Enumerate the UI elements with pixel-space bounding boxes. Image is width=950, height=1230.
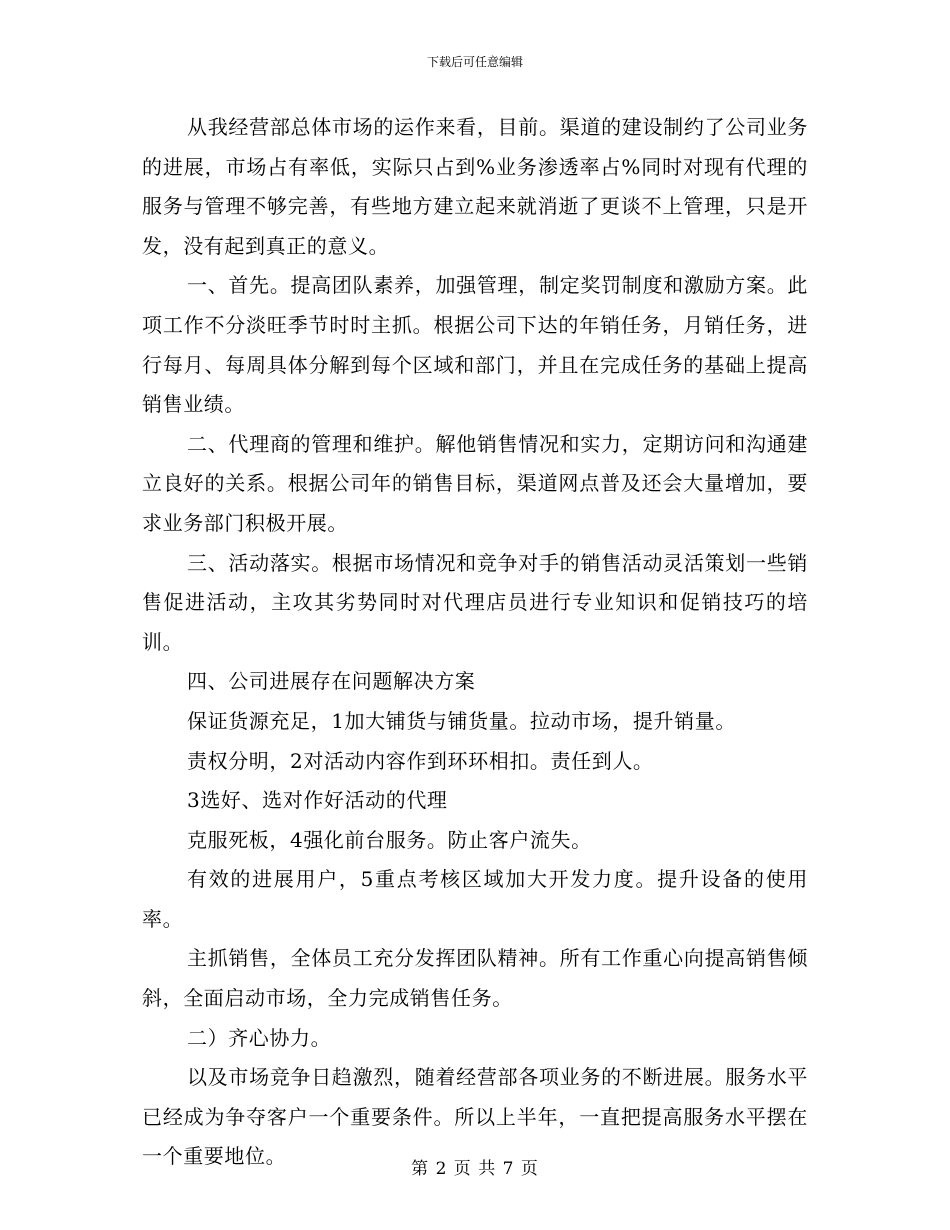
paragraph-subheading: 二）齐心协力。 <box>187 1025 332 1050</box>
paragraph-service: 以及市场竞争日趋激烈，随着经营部各项业务的不断进展。服务水平已经成为争夺客户一个重要条件。所以上半年，一直把提高服务水平摆在一个重要地位。 <box>142 1065 808 1169</box>
page-header: 下载后可任意编辑 <box>426 55 523 69</box>
paragraph-section-1: 一、首先。提高团队素养，加强管理，制定奖罚制度和激励方案。此项工作不分淡旺季节时时主抓。根据公司下达的年销任务，月销任务，进行每月、每周具体分解到每个区域和部门，并且在完成任务的基础上提高销售业绩。 <box>142 273 808 417</box>
page-number-footer: 第 2 页 共 7 页 <box>411 1159 539 1179</box>
paragraph-section-3: 三、活动落实。根据市场情况和竞争对手的销售活动灵活策划一些销售促进活动，主攻其劣势同时对代理店员进行专业知识和促销技巧的培训。 <box>142 550 808 654</box>
paragraph-section-2: 二、代理商的管理和维护。解他销售情况和实力，定期访问和沟通建立良好的关系。根据公司年的销售目标，渠道网点普及还会大量增加，要求业务部门积极开展。 <box>142 431 808 535</box>
paragraph-item-3: 3选好、选对作好活动的代理 <box>187 788 448 813</box>
paragraph-item-4: 克服死板，4强化前台服务。防止客户流失。 <box>187 827 592 852</box>
document-body <box>142 108 808 1177</box>
paragraph-intro: 从我经营部总体市场的运作来看，目前。渠道的建设制约了公司业务的进展，市场占有率低，实际只占到%业务渗透率占%同时对现有代理的服务与管理不够完善，有些地方建立起来就消逝了更谈不上管理，只是开发，没有起到真正的意义。 <box>142 115 808 258</box>
paragraph-sales-focus: 主抓销售，全体员工充分发挥团队精神。所有工作重心向提高销售倾斜，全面启动市场，全力完成销售任务。 <box>142 946 808 1011</box>
paragraph-item-2: 责权分明，2对活动内容作到环环相扣。责任到人。 <box>187 748 654 773</box>
paragraph-item-1: 保证货源充足，1加大铺货与铺货量。拉动市场，提升销量。 <box>187 708 736 733</box>
paragraph-item-5: 有效的进展用户，5重点考核区域加大开发力度。提升设备的使用率。 <box>142 867 808 931</box>
paragraph-section-4-heading: 四、公司进展存在问题解决方案 <box>187 669 476 694</box>
